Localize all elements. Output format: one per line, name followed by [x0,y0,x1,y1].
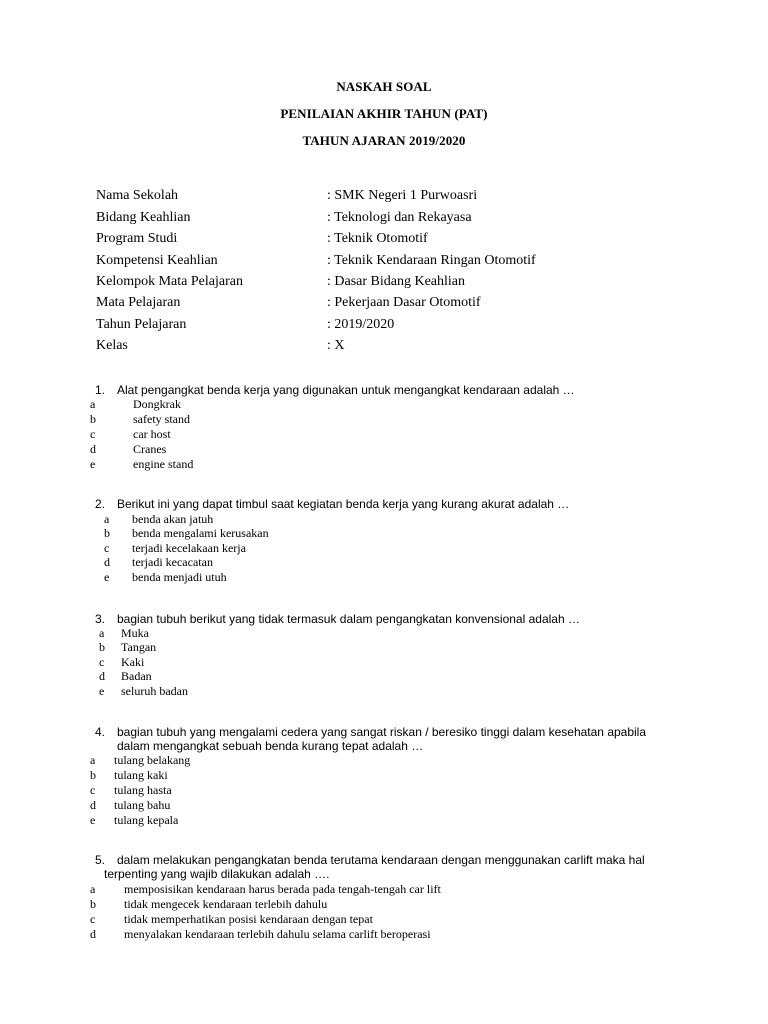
info-row [0,231,768,251]
option-letter: a [90,753,96,767]
question-number: 4. [95,725,106,739]
option-letter: e [90,457,96,471]
info-value: : 2019/2020 [327,317,395,332]
info-row [0,253,768,273]
info-label: Mata Pelajaran [96,295,181,310]
answer-option [0,640,768,655]
answer-option [0,541,768,556]
option-letter: a [104,512,110,526]
info-row [0,295,768,315]
option-letter: c [104,541,110,555]
option-letter: a [90,882,96,896]
option-letter: b [90,768,96,782]
info-value: : Pekerjaan Dasar Otomotif [327,295,481,310]
info-label: Kelompok Mata Pelajaran [96,274,243,289]
option-letter: e [104,570,110,584]
answer-option [0,442,768,457]
answer-option [0,512,768,527]
option-text: benda akan jatuh [132,512,214,526]
info-label: Kelas [96,338,128,353]
info-row [0,210,768,230]
question-text: Alat pengangkat benda kerja yang digunakan untuk mengangkat kendaraan adalah … [117,383,575,397]
answer-option [0,813,768,828]
option-text: tidak mengecek kendaraan terlebih dahulu [124,897,328,911]
option-text: tulang kaki [114,768,168,782]
option-text: Kaki [121,655,145,669]
answer-option [0,927,768,942]
answer-option [0,457,768,472]
option-letter: c [90,783,96,797]
option-text: benda mengalami kerusakan [132,526,269,540]
question-text: bagian tubuh yang mengalami cedera yang sangat riskan / beresiko tinggi dalam kesehatan apabila [117,725,647,739]
option-text: tulang bahu [114,798,171,812]
info-value: : X [327,338,345,353]
question-text: bagian tubuh berikut yang tidak termasuk dalam pengangkatan konvensional adalah … [117,612,580,626]
answer-option [0,655,768,670]
option-text: tulang kepala [114,813,179,827]
question-number: 5. [95,853,106,867]
answer-option [0,626,768,641]
info-row [0,317,768,337]
info-value: : Dasar Bidang Keahlian [327,274,466,289]
option-letter: a [99,626,105,640]
option-text: menyalakan kendaraan terlebih dahulu selama carlift beroperasi [124,927,431,941]
answer-option [0,669,768,684]
question-text: dalam melakukan pengangkatan benda terutama kendaraan dengan menggunakan carlift maka hal [117,853,645,867]
info-value: : Teknologi dan Rekayasa [327,210,472,225]
answer-option [0,912,768,927]
option-text: Badan [121,669,152,683]
option-text: Dongkrak [133,397,181,411]
info-row [0,274,768,294]
option-text: tidak memperhatikan posisi kendaraan dengan tepat [124,912,373,926]
option-text: memposisikan kendaraan harus berada pada tengah-tengah car lift [124,882,441,896]
question-number: 2. [95,497,106,511]
option-letter: b [99,640,105,654]
info-row [0,188,768,208]
option-letter: d [99,669,105,683]
answer-option [0,427,768,442]
option-letter: a [90,397,96,411]
info-value: : Teknik Otomotif [327,231,428,246]
option-text: engine stand [133,457,194,471]
option-text: tulang belakang [114,753,191,767]
option-letter: e [99,684,105,698]
question-number: 3. [95,612,106,626]
question-text: Berikut ini yang dapat timbul saat kegiatan benda kerja yang kurang akurat adalah … [117,497,570,511]
answer-option [0,768,768,783]
answer-option [0,684,768,699]
answer-option [0,526,768,541]
option-letter: b [90,412,96,426]
answer-option [0,753,768,768]
option-text: seluruh badan [121,684,188,698]
option-letter: d [104,555,110,569]
question-number: 1. [95,383,106,397]
option-text: safety stand [133,412,190,426]
answer-option [0,570,768,585]
answer-option [0,882,768,897]
doc-year: TAHUN AJARAN 2019/2020 [302,133,466,148]
option-text: tulang hasta [114,783,172,797]
answer-option [0,555,768,570]
option-letter: d [90,798,96,812]
option-text: Muka [121,626,149,640]
option-text: Tangan [121,640,157,654]
option-text: terjadi kecacatan [132,555,213,569]
option-letter: b [104,526,110,540]
info-label: Bidang Keahlian [96,210,191,225]
info-row [0,338,768,358]
option-letter: d [90,442,96,456]
option-letter: b [90,897,96,911]
option-letter: c [90,427,96,441]
info-label: Program Studi [96,231,178,246]
info-value: : SMK Negeri 1 Purwoasri [327,188,478,203]
option-letter: c [99,655,105,669]
question-text: terpenting yang wajib dilakukan adalah …. [104,867,330,881]
doc-subtitle: PENILAIAN AKHIR TAHUN (PAT) [280,106,488,121]
answer-option [0,783,768,798]
option-text: Cranes [133,442,167,456]
option-text: benda menjadi utuh [132,570,227,584]
answer-option [0,897,768,912]
info-label: Nama Sekolah [96,188,179,203]
info-value: : Teknik Kendaraan Ringan Otomotif [327,253,536,268]
answer-option [0,798,768,813]
doc-title: NASKAH SOAL [336,79,432,94]
info-label: Kompetensi Keahlian [96,253,218,268]
option-letter: d [90,927,96,941]
answer-option [0,397,768,412]
option-letter: c [90,912,96,926]
option-text: terjadi kecelakaan kerja [132,541,246,555]
question-text: dalam mengangkat sebuah benda kurang tepat adalah … [117,739,424,753]
info-label: Tahun Pelajaran [96,317,187,332]
option-text: car host [133,427,171,441]
option-letter: e [90,813,96,827]
answer-option [0,412,768,427]
